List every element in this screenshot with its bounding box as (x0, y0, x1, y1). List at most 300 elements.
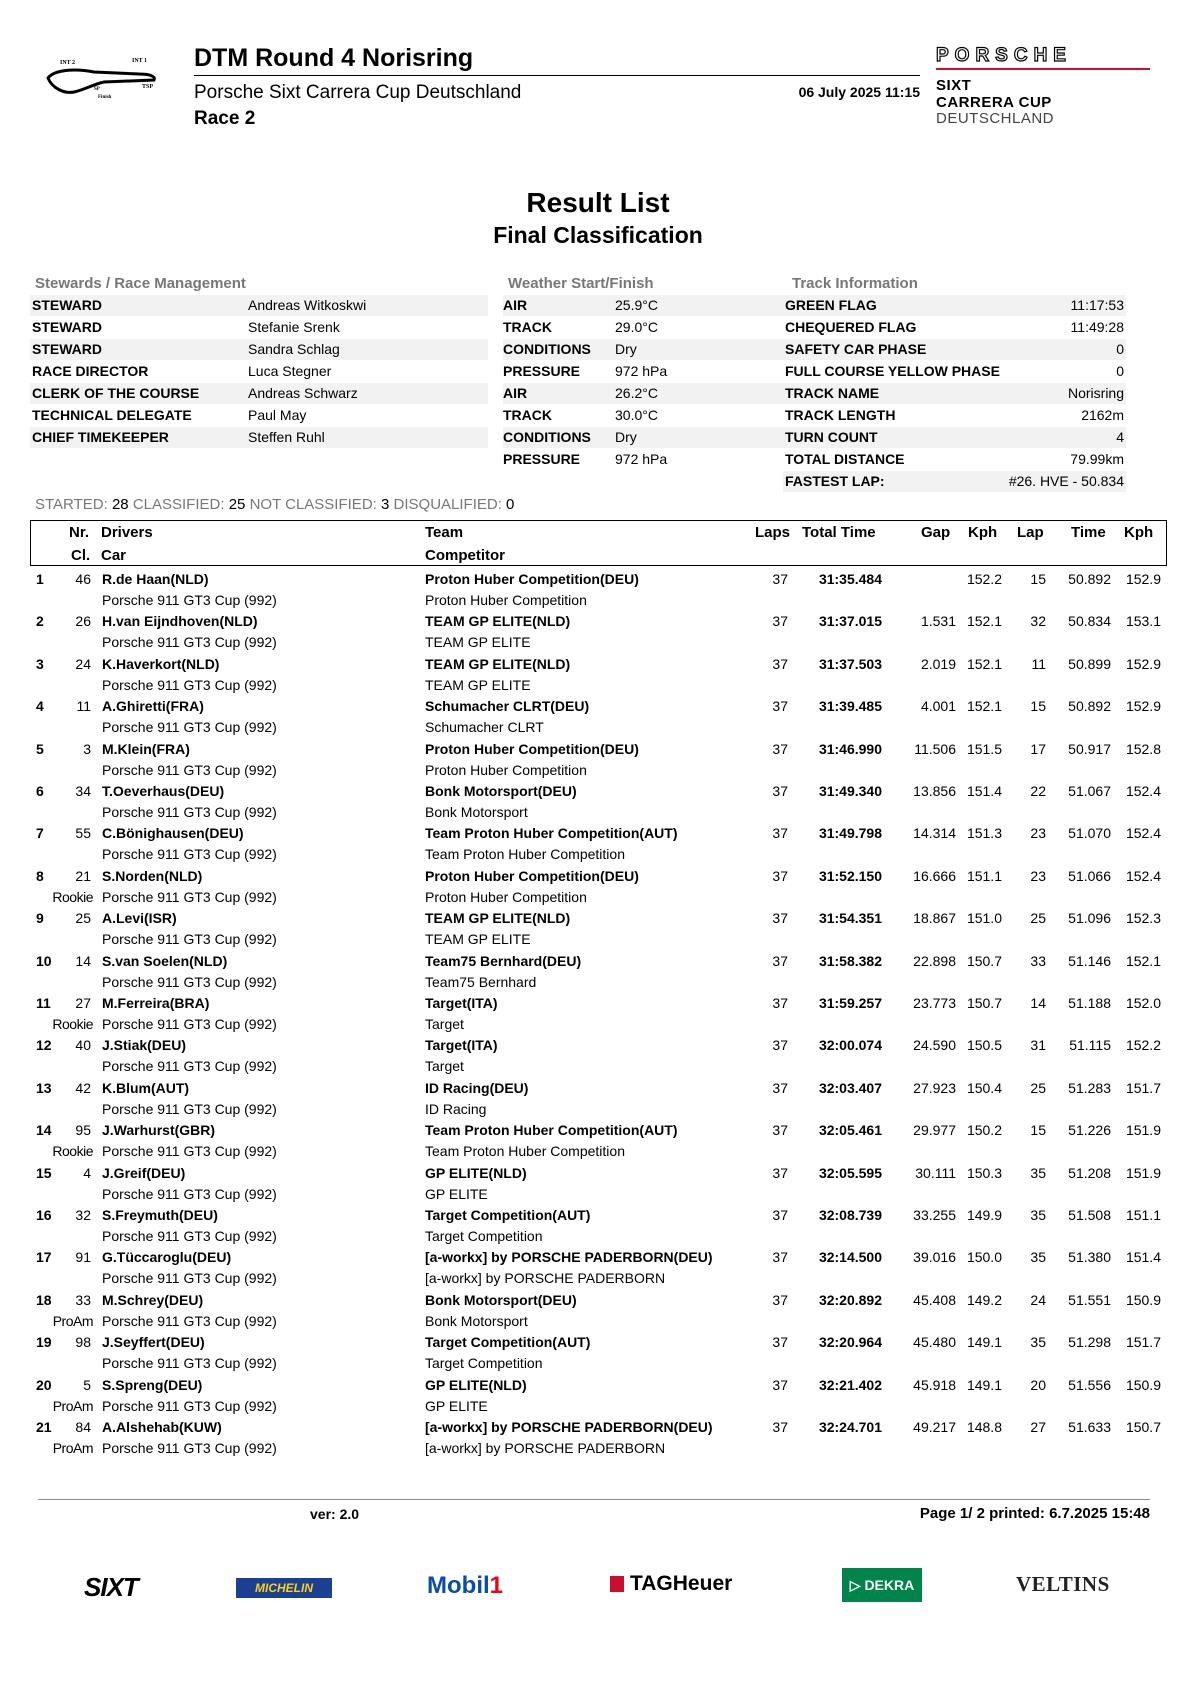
series-name: Porsche Sixt Carrera Cup Deutschland (194, 82, 522, 103)
result-kph: 152.2 (966, 571, 1002, 587)
result-total-time: 31:46.990 (818, 740, 882, 757)
result-total-time: 32:08.739 (818, 1207, 882, 1223)
map-label-tsp: TSP (142, 84, 154, 90)
track-map-icon (44, 52, 164, 104)
col-team: Team (425, 524, 464, 541)
result-class: ProAm (52, 1312, 93, 1329)
table-row (0, 993, 1190, 1035)
track-info-value: Norisring (1067, 385, 1124, 401)
table-row (0, 1163, 1190, 1205)
result-gap: 29.977 (913, 1122, 956, 1139)
classified-count: 25 (228, 496, 246, 513)
result-best-kph: 152.2 (1125, 1037, 1161, 1054)
result-best-kph: 152.9 (1125, 698, 1161, 715)
map-label-finish: Finish (98, 95, 112, 100)
result-best-time: 51.067 (1068, 783, 1111, 799)
weather-value: 972 hPa (615, 451, 668, 467)
result-driver: A.Alshehab(KUW) (102, 1419, 222, 1435)
result-position: 20 (36, 1376, 52, 1393)
result-best-time: 51.066 (1068, 867, 1111, 884)
steward-row (30, 361, 488, 382)
result-position: 2 (36, 613, 44, 630)
result-best-time: 50.899 (1068, 655, 1111, 672)
page-info: Page 1/ 2 printed: 6.7.2025 15:48 (919, 1505, 1150, 1522)
result-best-kph: 151.9 (1125, 1122, 1161, 1139)
result-team: TEAM GP ELITE(NLD) (425, 910, 571, 927)
track-info-row (783, 339, 1126, 360)
table-row (0, 1247, 1190, 1289)
result-car-number: 34 (75, 783, 91, 799)
result-car-number: 42 (75, 1079, 91, 1096)
result-competitor: Bonk Motorsport (425, 1312, 528, 1329)
result-car: Porsche 911 GT3 Cup (992) (102, 1185, 277, 1202)
track-info-row (783, 361, 1126, 382)
result-driver: S.Spreng(DEU) (102, 1376, 203, 1393)
result-car-number: 33 (75, 1291, 91, 1308)
result-team: [a-workx] by PORSCHE PADERBORN(DEU) (425, 1419, 713, 1435)
result-best-kph: 151.7 (1125, 1079, 1161, 1096)
result-gap: 39.016 (913, 1249, 956, 1266)
steward-role: CLERK OF THE COURSE (32, 385, 200, 401)
table-row (0, 823, 1190, 865)
steward-row (30, 405, 488, 426)
event-date: 06 July 2025 11:15 (798, 84, 920, 100)
result-kph: 150.3 (966, 1164, 1002, 1181)
event-title: DTM Round 4 Norisring (194, 44, 474, 72)
track-info-row (783, 449, 1126, 470)
table-row (0, 1120, 1190, 1162)
result-team: TEAM GP ELITE(NLD) (425, 655, 571, 672)
steward-name: Steffen Ruhl (248, 429, 325, 445)
result-car-number: 55 (75, 825, 91, 842)
result-driver: C.Bönighausen(DEU) (102, 825, 244, 842)
col-car: Car (101, 547, 127, 564)
table-row (0, 611, 1190, 653)
result-laps: 37 (772, 825, 788, 842)
result-best-time: 50.834 (1068, 613, 1111, 630)
result-competitor: Target Competition (425, 1228, 543, 1244)
track-info-heading: Track Information (792, 275, 918, 292)
steward-role: STEWARD (32, 297, 102, 313)
result-competitor: TEAM GP ELITE (425, 676, 531, 693)
result-gap: 18.867 (913, 910, 956, 927)
result-best-kph: 152.8 (1125, 740, 1161, 757)
result-driver: M.Schrey(DEU) (102, 1291, 204, 1308)
weather-key: PRESSURE (503, 451, 581, 467)
result-competitor: Team75 Bernhard (425, 973, 537, 990)
table-row (0, 1290, 1190, 1332)
weather-value: 26.2°C (615, 385, 658, 401)
result-team: GP ELITE(NLD) (425, 1164, 527, 1181)
weather-key: AIR (503, 297, 528, 313)
result-total-time: 31:37.015 (818, 613, 882, 630)
result-total-time: 32:20.892 (818, 1291, 882, 1308)
result-team: Bonk Motorsport(DEU) (425, 1291, 577, 1308)
result-car: Porsche 911 GT3 Cup (992) (102, 804, 277, 820)
result-car-number: 91 (75, 1249, 91, 1266)
result-car: Porsche 911 GT3 Cup (992) (102, 973, 277, 990)
result-gap: 16.666 (913, 867, 956, 884)
track-info-value: 11:17:53 (1070, 297, 1124, 313)
col-drivers: Drivers (101, 524, 153, 541)
result-best-kph: 152.1 (1125, 952, 1161, 969)
result-position: 11 (36, 995, 51, 1011)
svg-text:PORSCHE: PORSCHE (936, 46, 1072, 66)
result-position: 5 (36, 740, 44, 757)
weather-value: 25.9°C (615, 297, 658, 313)
steward-row (30, 339, 488, 360)
track-info-key: FULL COURSE YELLOW PHASE (785, 363, 1000, 379)
steward-role: STEWARD (32, 341, 102, 357)
result-best-lap: 35 (1030, 1249, 1046, 1266)
weather-key: TRACK (503, 319, 552, 335)
result-car: Porsche 911 GT3 Cup (992) (102, 634, 277, 651)
result-best-kph: 152.4 (1125, 783, 1161, 799)
result-laps: 37 (772, 1291, 788, 1308)
michelin-logo: MICHELIN (236, 1578, 332, 1598)
steward-row (30, 295, 488, 316)
result-best-kph: 150.7 (1125, 1419, 1161, 1435)
weather-key: PRESSURE (503, 363, 581, 379)
result-class: Rookie (52, 1143, 93, 1160)
steward-role: TECHNICAL DELEGATE (32, 407, 192, 423)
classification-counts: STARTED: 28 CLASSIFIED: 25 NOT CLASSIFIED: 3 DISQUALIFIED: 0 (35, 496, 515, 513)
result-gap: 13.856 (913, 783, 956, 799)
result-position: 6 (36, 783, 44, 799)
result-position: 18 (36, 1291, 52, 1308)
result-best-lap: 11 (1031, 655, 1046, 672)
result-competitor: [a-workx] by PORSCHE PADERBORN (425, 1440, 666, 1456)
result-driver: H.van Eijndhoven(NLD) (102, 613, 258, 630)
not-classified-count: 3 (381, 496, 390, 513)
result-class: Rookie (52, 1016, 93, 1032)
result-kph: 149.1 (966, 1334, 1002, 1351)
result-competitor: Target (425, 1016, 464, 1032)
result-best-time: 51.298 (1068, 1334, 1111, 1351)
result-car: Porsche 911 GT3 Cup (992) (102, 1016, 277, 1032)
result-driver: R.de Haan(NLD) (102, 571, 209, 587)
result-best-lap: 24 (1030, 1291, 1046, 1308)
result-laps: 37 (772, 1037, 788, 1054)
result-best-time: 51.208 (1068, 1164, 1111, 1181)
weather-row (503, 449, 783, 470)
result-best-time: 50.917 (1068, 740, 1111, 757)
result-kph: 149.1 (966, 1376, 1002, 1393)
result-driver: J.Warhurst(GBR) (102, 1122, 216, 1139)
result-competitor: [a-workx] by PORSCHE PADERBORN (425, 1270, 666, 1287)
result-total-time: 31:58.382 (818, 952, 882, 969)
result-car: Porsche 911 GT3 Cup (992) (102, 1312, 277, 1329)
result-position: 15 (36, 1164, 52, 1181)
result-laps: 37 (772, 655, 788, 672)
race-name: Race 2 (194, 108, 256, 129)
table-row (0, 951, 1190, 993)
result-competitor: TEAM GP ELITE (425, 931, 531, 948)
result-position: 1 (36, 571, 44, 587)
stewards-heading: Stewards / Race Management (35, 275, 246, 292)
result-best-time: 51.508 (1068, 1207, 1111, 1223)
result-car-number: 4 (83, 1164, 91, 1181)
track-info-value: 0 (1116, 341, 1124, 357)
result-best-lap: 23 (1030, 867, 1046, 884)
result-competitor: Bonk Motorsport (425, 804, 528, 820)
track-info-key: SAFETY CAR PHASE (785, 341, 927, 357)
result-position: 7 (36, 825, 44, 842)
dekra-logo: ▷ DEKRA (842, 1568, 922, 1602)
result-team: Proton Huber Competition(DEU) (425, 867, 639, 884)
result-best-lap: 31 (1030, 1037, 1046, 1054)
result-total-time: 32:00.074 (818, 1037, 882, 1054)
result-car-number: 26 (75, 613, 91, 630)
weather-row (503, 361, 783, 382)
result-team: Team Proton Huber Competition(AUT) (425, 1122, 678, 1139)
result-competitor: Proton Huber Competition (425, 592, 587, 608)
col-class: Cl. (71, 547, 91, 564)
table-row (0, 1078, 1190, 1120)
result-car: Porsche 911 GT3 Cup (992) (102, 1058, 277, 1075)
result-car-number: 5 (83, 1376, 91, 1393)
steward-row (30, 317, 488, 338)
col-gap: Gap (921, 524, 951, 541)
result-competitor: Target Competition (425, 1355, 543, 1372)
result-best-kph: 153.1 (1125, 613, 1161, 630)
result-gap: 4.001 (920, 698, 956, 715)
result-best-kph: 152.9 (1125, 571, 1161, 587)
weather-row (503, 339, 783, 360)
result-competitor: Proton Huber Competition (425, 888, 587, 905)
result-class: Rookie (52, 888, 93, 905)
result-best-kph: 151.4 (1125, 1249, 1161, 1266)
track-info-key: CHEQUERED FLAG (785, 319, 917, 335)
result-class: ProAm (52, 1397, 93, 1414)
result-laps: 37 (772, 867, 788, 884)
track-info-key: FASTEST LAP: (785, 473, 885, 489)
result-best-time: 51.070 (1068, 825, 1111, 842)
document-subtitle: Final Classification (493, 222, 703, 248)
result-gap: 22.898 (913, 952, 956, 969)
result-best-lap: 15 (1030, 1122, 1046, 1139)
track-info-value: 11:49:28 (1070, 319, 1124, 335)
result-best-lap: 35 (1030, 1207, 1046, 1223)
result-team: Schumacher CLRT(DEU) (425, 698, 590, 715)
result-team: Team Proton Huber Competition(AUT) (425, 825, 678, 842)
started-count: 28 (111, 496, 129, 513)
result-kph: 152.1 (966, 698, 1002, 715)
steward-name: Sandra Schlag (248, 341, 340, 357)
table-row (0, 1417, 1190, 1459)
result-best-time: 51.380 (1068, 1249, 1111, 1266)
result-kph: 150.0 (966, 1249, 1002, 1266)
result-class: ProAm (52, 1440, 93, 1456)
result-driver: A.Ghiretti(FRA) (102, 698, 204, 715)
result-position: 17 (36, 1249, 52, 1266)
result-car: Porsche 911 GT3 Cup (992) (102, 719, 277, 736)
result-best-time: 51.226 (1068, 1122, 1111, 1139)
brand-line-sixt: SIXT (936, 77, 972, 94)
result-driver: M.Ferreira(BRA) (102, 995, 210, 1011)
result-kph: 150.5 (966, 1037, 1002, 1054)
track-info-key: TURN COUNT (785, 429, 878, 445)
steward-row (30, 383, 488, 404)
result-car: Porsche 911 GT3 Cup (992) (102, 1143, 277, 1160)
result-team: Target Competition(AUT) (425, 1334, 591, 1351)
result-gap: 45.480 (913, 1334, 956, 1351)
result-best-kph: 152.3 (1125, 910, 1161, 927)
weather-value: 30.0°C (615, 407, 658, 423)
track-info-value: 79.99km (1070, 451, 1124, 467)
result-best-time: 50.892 (1068, 571, 1111, 587)
results-table-header (30, 520, 1167, 566)
weather-heading: Weather Start/Finish (508, 275, 654, 292)
result-gap: 23.773 (913, 995, 956, 1011)
result-kph: 151.5 (966, 740, 1002, 757)
result-kph: 149.9 (966, 1207, 1002, 1223)
weather-value: Dry (615, 341, 637, 357)
result-kph: 150.2 (966, 1122, 1002, 1139)
result-car: Porsche 911 GT3 Cup (992) (102, 888, 277, 905)
result-gap: 27.923 (913, 1079, 956, 1096)
table-row (0, 781, 1190, 823)
result-best-lap: 23 (1030, 825, 1046, 842)
result-total-time: 32:21.402 (818, 1376, 882, 1393)
result-best-lap: 22 (1030, 783, 1046, 799)
result-team: Target(ITA) (425, 995, 498, 1011)
result-kph: 150.4 (966, 1079, 1002, 1096)
result-car: Porsche 911 GT3 Cup (992) (102, 1100, 277, 1117)
result-total-time: 32:14.500 (818, 1249, 882, 1266)
result-kph: 152.1 (966, 613, 1002, 630)
result-position: 8 (36, 867, 44, 884)
result-best-kph: 150.9 (1125, 1376, 1161, 1393)
result-position: 3 (36, 655, 44, 672)
result-total-time: 31:54.351 (818, 910, 882, 927)
result-kph: 150.7 (966, 995, 1002, 1011)
table-row (0, 654, 1190, 696)
table-row (0, 1205, 1190, 1247)
result-best-time: 51.146 (1068, 952, 1111, 969)
weather-row (503, 427, 783, 448)
mobil1-logo: Mobil1 (427, 1572, 504, 1599)
steward-name: Andreas Witkoskwi (248, 297, 367, 313)
result-kph: 149.2 (966, 1291, 1002, 1308)
result-best-time: 51.188 (1068, 995, 1111, 1011)
col-best-kph: Kph (1124, 524, 1154, 541)
result-best-time: 51.283 (1068, 1079, 1111, 1096)
result-kph: 150.7 (966, 952, 1002, 969)
result-position: 12 (36, 1037, 52, 1054)
title-divider (194, 75, 920, 76)
result-driver: A.Levi(ISR) (102, 910, 177, 927)
result-car: Porsche 911 GT3 Cup (992) (102, 1355, 277, 1372)
result-driver: S.Freymuth(DEU) (102, 1207, 218, 1223)
result-position: 21 (36, 1419, 52, 1435)
result-position: 10 (36, 952, 52, 969)
version-label: ver: 2.0 (310, 1506, 360, 1522)
weather-row (503, 295, 783, 316)
result-best-kph: 151.7 (1125, 1334, 1161, 1351)
result-driver: K.Haverkort(NLD) (102, 655, 220, 672)
result-team: Target Competition(AUT) (425, 1207, 591, 1223)
result-position: 16 (36, 1207, 52, 1223)
result-driver: S.van Soelen(NLD) (102, 952, 228, 969)
result-best-lap: 35 (1030, 1334, 1046, 1351)
result-best-time: 51.115 (1069, 1037, 1111, 1054)
result-laps: 37 (772, 1419, 788, 1435)
steward-role: CHIEF TIMEKEEPER (32, 429, 169, 445)
track-info-key: TOTAL DISTANCE (785, 451, 905, 467)
col-lap: Lap (1017, 524, 1044, 541)
col-total-time: Total Time (802, 524, 876, 541)
result-car: Porsche 911 GT3 Cup (992) (102, 1270, 277, 1287)
result-best-lap: 15 (1030, 698, 1046, 715)
result-car: Porsche 911 GT3 Cup (992) (102, 931, 277, 948)
result-competitor: ID Racing (425, 1100, 487, 1117)
track-info-row (783, 471, 1126, 492)
result-gap: 14.314 (913, 825, 956, 842)
result-laps: 37 (772, 1334, 788, 1351)
result-gap: 11.506 (914, 740, 956, 757)
steward-name: Paul May (248, 407, 307, 423)
result-car-number: 32 (75, 1207, 91, 1223)
result-best-lap: 33 (1030, 952, 1046, 969)
result-best-lap: 15 (1030, 571, 1046, 587)
result-car-number: 84 (75, 1419, 91, 1435)
result-car: Porsche 911 GT3 Cup (992) (102, 1228, 277, 1244)
result-laps: 37 (772, 1376, 788, 1393)
col-competitor: Competitor (425, 547, 505, 564)
result-car: Porsche 911 GT3 Cup (992) (102, 846, 277, 863)
result-car: Porsche 911 GT3 Cup (992) (102, 1397, 277, 1414)
result-team: Proton Huber Competition(DEU) (425, 571, 639, 587)
table-row (0, 569, 1190, 611)
result-best-time: 51.633 (1068, 1419, 1111, 1435)
col-laps: Laps (755, 524, 791, 541)
result-competitor: TEAM GP ELITE (425, 634, 531, 651)
steward-row (30, 449, 488, 470)
result-competitor: GP ELITE (425, 1185, 488, 1202)
result-total-time: 31:35.484 (818, 571, 882, 587)
result-team: [a-workx] by PORSCHE PADERBORN(DEU) (425, 1249, 713, 1266)
weather-value: Dry (615, 429, 637, 445)
result-gap: 33.255 (913, 1207, 956, 1223)
tagheuer-logo: TAGHeuer (610, 1572, 750, 1608)
table-row (0, 908, 1190, 950)
result-position: 13 (36, 1079, 52, 1096)
document-title: Result List (526, 187, 670, 218)
track-info-value: #26. HVE - 50.834 (1008, 473, 1124, 489)
weather-row (503, 383, 783, 404)
result-car-number: 98 (75, 1334, 91, 1351)
result-driver: K.Blum(AUT) (102, 1079, 190, 1096)
result-gap: 24.590 (913, 1037, 956, 1054)
result-best-kph: 152.4 (1125, 867, 1161, 884)
weather-row (503, 405, 783, 426)
result-kph: 151.4 (966, 783, 1002, 799)
result-best-kph: 152.4 (1125, 825, 1161, 842)
map-label-int1: INT 1 (132, 58, 148, 64)
map-label-sp: SP (94, 87, 100, 92)
result-laps: 37 (772, 1207, 788, 1223)
result-kph: 148.8 (966, 1419, 1002, 1435)
result-total-time: 31:37.503 (818, 655, 882, 672)
result-gap: 30.111 (915, 1164, 956, 1181)
weather-key: TRACK (503, 407, 552, 423)
result-laps: 37 (772, 740, 788, 757)
result-best-time: 51.556 (1068, 1376, 1111, 1393)
col-kph: Kph (968, 524, 998, 541)
result-gap: 1.531 (920, 613, 956, 630)
result-car-number: 24 (75, 655, 91, 672)
